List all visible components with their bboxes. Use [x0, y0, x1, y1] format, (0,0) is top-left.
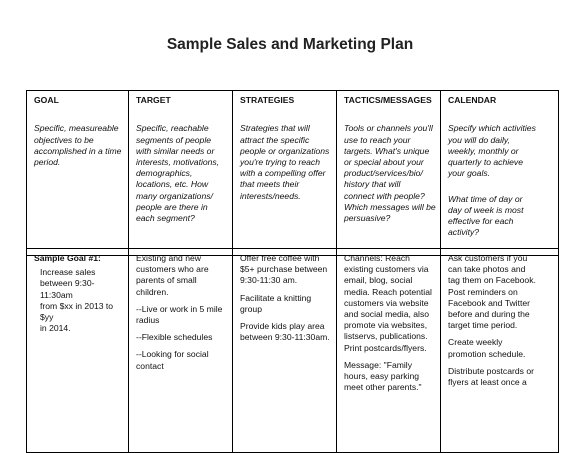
calendar-description-text-1: Specify which activities you will do daily, weekly, monthly or quarterly to achieve your goals.	[448, 123, 536, 179]
goal-description	[34, 112, 124, 182]
tactics-header: TACTICS/MESSAGES	[344, 95, 432, 105]
tactics-description-text: Tools or channels you'll use to reach your targets. What's unique or special about your product/services/bio/ history that will connect with people? Which messages will be persuasive?	[344, 123, 436, 224]
sample-goal-text: Increase sales between 9:30-11:30am from $xx in 2013 to $yy in 2014.	[40, 267, 114, 334]
sample-target-text: Existing and new customers who are parents of small children.	[136, 253, 209, 297]
strategies-description	[240, 112, 332, 216]
goal-header: GOAL	[34, 95, 59, 105]
target-header: TARGET	[136, 95, 171, 105]
sample-calendar-item: Create weekly promotion schedule.	[448, 337, 526, 359]
sample-target-item: --Live or work in 5 mile radius	[136, 303, 223, 326]
sample-target-cell	[129, 249, 233, 453]
calendar-header-cell	[441, 91, 559, 256]
calendar-description	[448, 112, 554, 252]
sample-strategy-item: Facilitate a knitting group	[240, 292, 312, 314]
tactics-description	[344, 112, 436, 238]
sample-target-item: --Flexible schedules	[136, 332, 213, 343]
sample-tactics-channels: Channels: Reach existing customers via email, blog, social media. Reach potential customers via website and social media, also promote via websites, listservs, publications. Print postcards/flyers.	[344, 253, 432, 353]
tactics-header-cell	[337, 91, 441, 256]
calendar-header: CALENDAR	[448, 95, 497, 105]
strategies-header-cell	[233, 91, 337, 256]
sample-strategy-item: Provide kids play area between 9:30-11:30am.	[240, 321, 330, 343]
sample-calendar-item: Distribute postcards or flyers at least once a	[448, 365, 534, 388]
sample-plan-table	[26, 248, 559, 453]
calendar-description-text-2: What time of day or day of week is most effective for each activity?	[448, 193, 524, 238]
strategies-description-text: Strategies that will attract the specific people or organizations you're trying to reach with a compelling offer that meets their interests/needs.	[240, 123, 330, 201]
sample-strategies-cell	[233, 249, 337, 453]
target-description-text: Specific, reachable segments of people with similar needs or interests, motivations, demographics, locations, etc. How many organizations/ people are there in each segment?	[136, 123, 220, 224]
goal-header-cell	[27, 91, 129, 256]
sample-strategy-item: Offer free coffee with $5+ purchase between 9:30-11:30 am.	[240, 253, 328, 286]
target-header-cell	[129, 91, 233, 256]
plan-header-table	[26, 90, 559, 256]
sample-row	[27, 249, 559, 453]
sample-target-item: --Looking for social contact	[136, 349, 209, 371]
target-description	[136, 112, 228, 238]
sample-tactics-message: Message: "Family hours, easy parking meet other parents."	[344, 359, 422, 393]
sample-calendar-item: Ask customers if you can take photos and tag them on Facebook. Post reminders on Facebook and Twitter before and during the target time period.	[448, 253, 536, 331]
sample-calendar-cell	[441, 249, 559, 453]
strategies-header: STRATEGIES	[240, 95, 295, 105]
goal-description-text: Specific, measureable objectives to be accomplished in a time period.	[34, 123, 122, 168]
sample-goal-cell	[27, 249, 129, 453]
sample-tactics-cell	[337, 249, 441, 453]
header-row	[27, 91, 559, 256]
page-title: Sample Sales and Marketing Plan	[166, 36, 414, 53]
sample-goal-label: Sample Goal #1:	[34, 253, 101, 263]
